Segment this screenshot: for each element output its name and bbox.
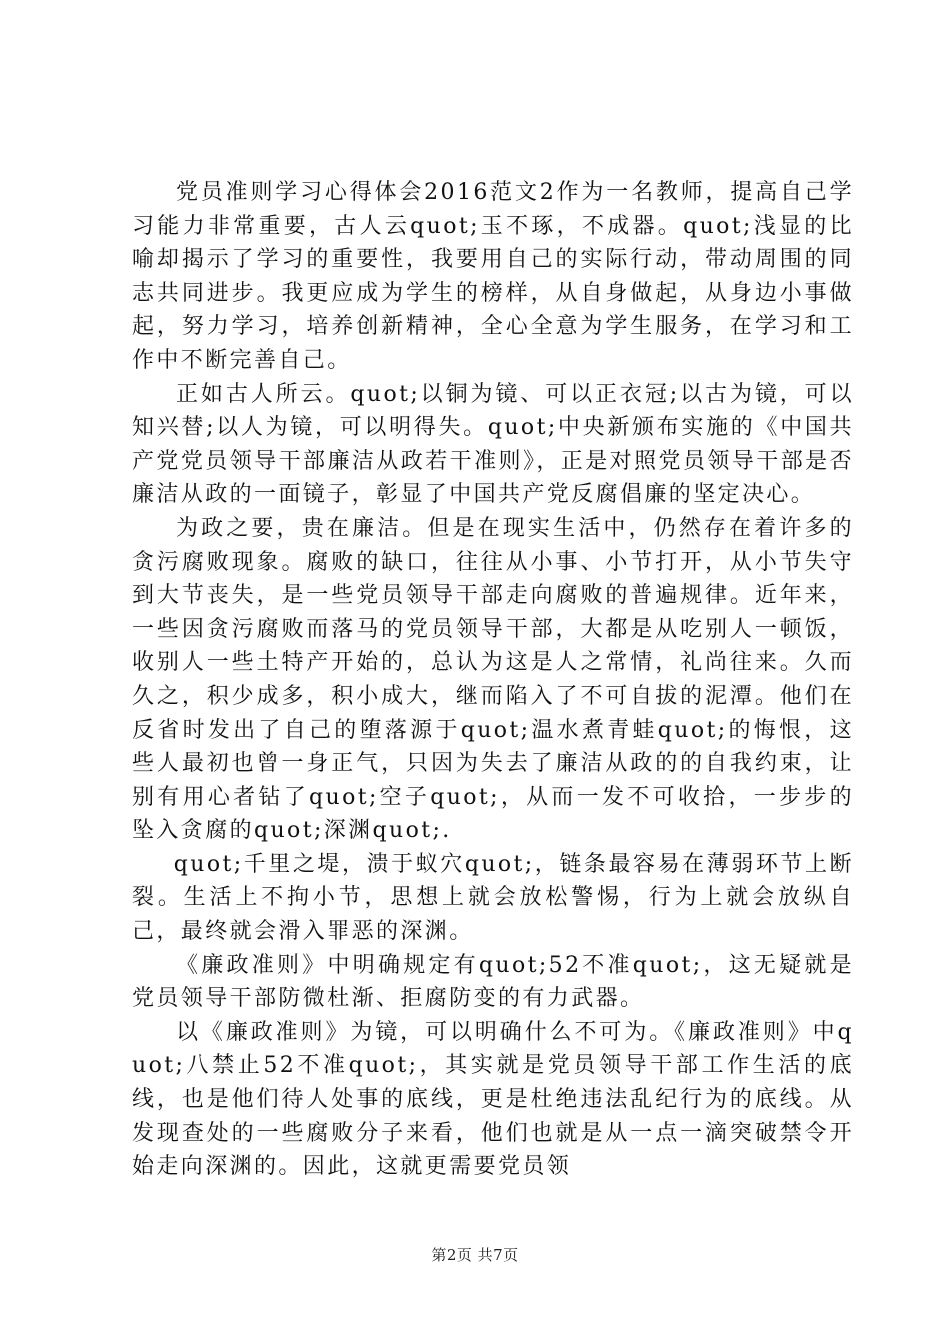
paragraph: 党员准则学习心得体会2016范文2作为一名教师，提高自己学习能力非常重要，古人云quot;玉不琢，不成器。quot;浅显的比喻却揭示了学习的重要性，我要用自己的实际行动，带动周围的同志共同进步。我更应成为学生的榜样，从自身做起，从身边小事做起，努力学习，培养创新精神，全心全意为学生服务，在学习和工作中不断完善自己。 [132,180,854,373]
paragraph: 《廉政准则》中明确规定有quot;52不准quot;，这无疑就是党员领导干部防微杜渐、拒腐防变的有力武器。 [132,952,854,1012]
paragraph: 为政之要，贵在廉洁。但是在现实生活中，仍然存在着许多的贪污腐败现象。腐败的缺口，往往从小事、小节打开，从小节失守到大节丧失，是一些党员领导干部走向腐败的普遍规律。近年来，一些因贪污腐败而落马的党员领导干部，大都是从吃别人一顿饭，收别人一些土特产开始的，总认为这是人之常情，礼尚往来。久而久之，积少成多，积小成大，继而陷入了不可自拔的泥潭。他们在反省时发出了自己的堕落源于quot;温水煮青蛙quot;的悔恨，这些人最初也曾一身正气，只因为失去了廉洁从政的的自我约束，让别有用心者钻了quot;空子quot;，从而一发不可收拾，一步步的坠入贪腐的quot;深渊quot;. [132,515,854,844]
paragraph: 以《廉政准则》为镜，可以明确什么不可为。《廉政准则》中quot;八禁止52不准quot;，其实就是党员领导干部工作生活的底线，也是他们待人处事的底线，更是杜绝违法乱纪行为的底线。从发现查处的一些腐败分子来看，他们也就是从一点一滴突破禁令开始走向深渊的。因此，这就更需要党员领 [132,1019,854,1180]
page-number-footer: 第2页 共7页 [431,1246,519,1264]
document-body [132,176,854,1184]
paragraph: quot;千里之堤，溃于蚁穴quot;，链条最容易在薄弱环节上断裂。生活上不拘小节，思想上就会放松警惕，行为上就会放纵自己，最终就会滑入罪恶的深渊。 [132,851,854,945]
paragraph: 正如古人所云。quot;以铜为镜、可以正衣冠;以古为镜，可以知兴替;以人为镜，可以明得失。quot;中央新颁布实施的《中国共产党党员领导干部廉洁从政若干准则》，正是对照党员领导干部是否廉洁从政的一面镜子，彰显了中国共产党反腐倡廉的坚定决心。 [132,381,854,508]
